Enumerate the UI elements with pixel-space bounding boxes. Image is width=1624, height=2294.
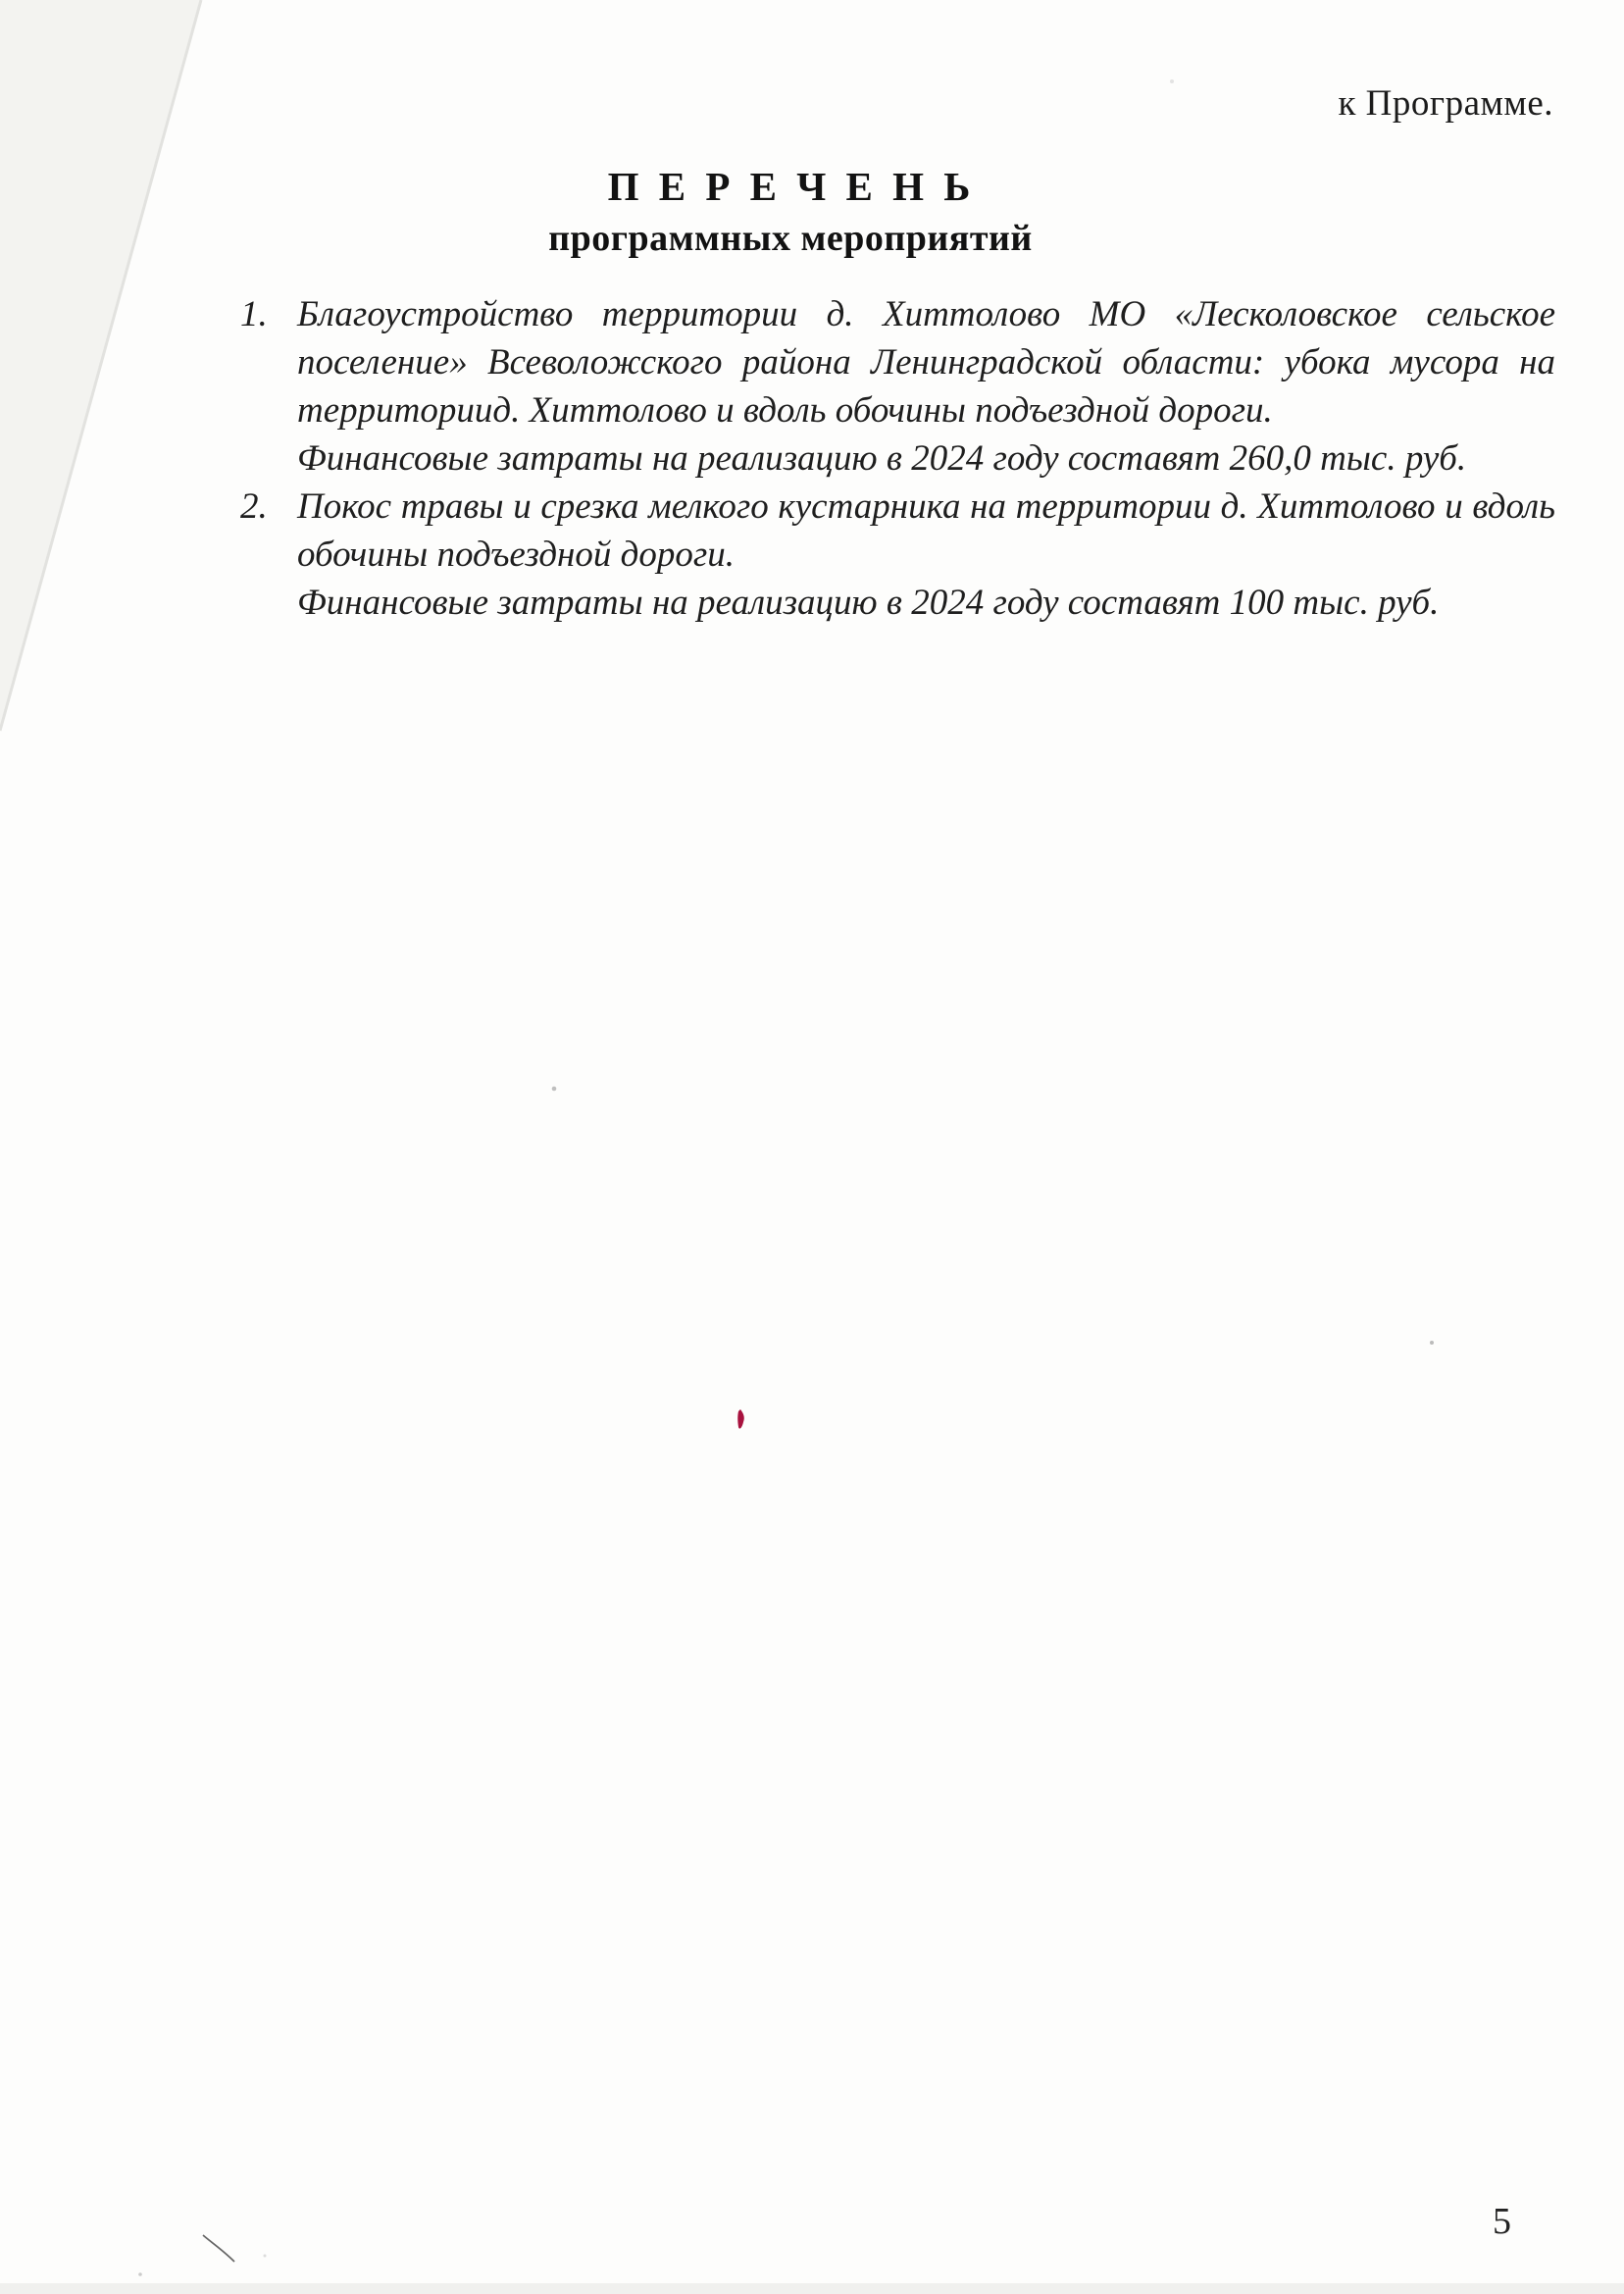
hair-scratch-mark [203, 2235, 234, 2262]
list-item-text [297, 290, 1555, 483]
scanner-edge-band [0, 2283, 1624, 2294]
dust-speck [552, 1087, 557, 1092]
program-measures-list [240, 290, 1555, 627]
list-item-number: 1. [240, 294, 268, 334]
page-fold-edge [0, 0, 201, 731]
list-item-finance: Финансовые затраты на реализацию в 2024 году составят 100 тыс. руб. [297, 583, 1440, 623]
red-ink-speck [737, 1409, 744, 1429]
list-item-number: 2. [240, 486, 268, 527]
list-item-body: Покос травы и срезка мелкого кустарника на территории д. Хиттолово и вдоль обочины подъездной дороги. [297, 486, 1555, 575]
list-item [240, 483, 1555, 627]
document-title [0, 163, 1581, 260]
dust-speck [1430, 1341, 1434, 1345]
list-item-finance: Финансовые затраты на реализацию в 2024 году составят 260,0 тыс. руб. [297, 438, 1467, 479]
list-item-text [297, 483, 1555, 627]
title-line-1: П Е Р Е Ч Е Н Ь [607, 164, 974, 209]
dust-speck [1170, 79, 1174, 83]
header-note: к Программе. [1338, 83, 1553, 124]
list-item-body: Благоустройство территории д. Хиттолово МО «Лесколовское сельское поселение» Всеволожского района Ленинградской области: убока мусора на территориид. Хиттолово и вдоль обочины подъездной дороги. [297, 294, 1555, 431]
page-fold-shade [0, 0, 201, 731]
dust-speck [138, 2272, 142, 2276]
title-line-2: программных мероприятий [548, 218, 1033, 259]
list-item [240, 290, 1555, 483]
page-number: 5 [1493, 2201, 1511, 2242]
dust-speck [264, 2255, 267, 2258]
